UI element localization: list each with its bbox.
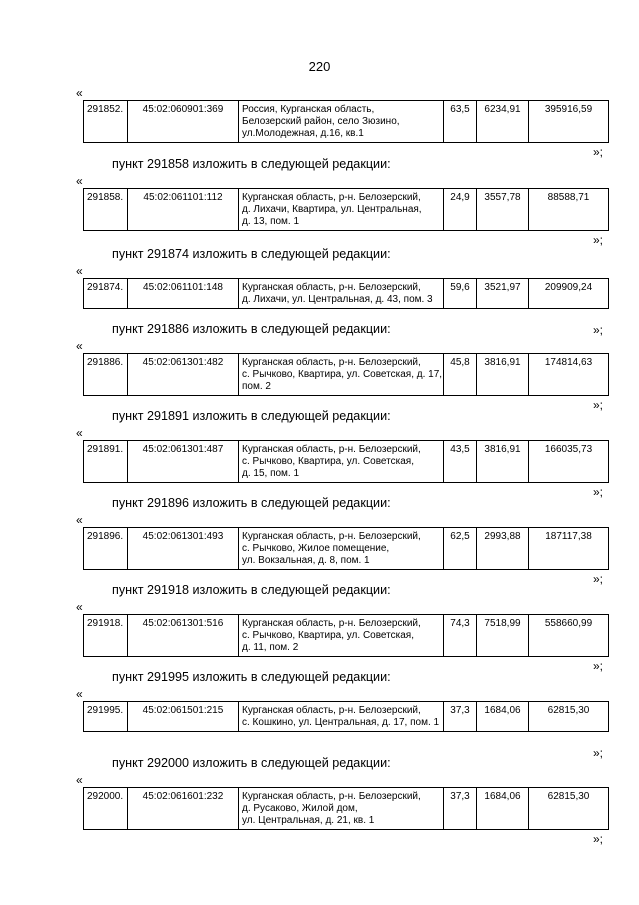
- address-line: Курганская область, р-н. Белозерский,: [242, 357, 421, 368]
- area-cell: 37,3: [444, 702, 477, 732]
- cadastral-number-cell: 45:02:061301:482: [128, 354, 239, 396]
- entry-table: [83, 353, 609, 396]
- value-cell: 558660,99: [529, 615, 609, 657]
- rate-cell: 3816,91: [477, 354, 529, 396]
- value-cell: 62815,30: [529, 702, 609, 732]
- cadastral-number-cell: 45:02:061501:215: [128, 702, 239, 732]
- address-line: д. 13, пом. 1: [242, 216, 300, 227]
- address-line: Курганская область, р-н. Белозерский,: [242, 531, 421, 542]
- item-number-cell: 291852.: [84, 101, 128, 143]
- cadastral-number-cell: 45:02:061101:148: [128, 279, 239, 309]
- closing-quote: »;: [593, 746, 604, 760]
- address-line: с. Рычково, Жилое помещение,: [242, 543, 390, 554]
- opening-quote: «: [76, 513, 83, 527]
- amendment-intro: пункт 291918 изложить в следующей редакции:: [112, 583, 391, 597]
- rate-cell: 3521,97: [477, 279, 529, 309]
- address-line: ул.Молодежная, д.16, кв.1: [242, 128, 364, 139]
- entry-table: [83, 440, 609, 483]
- area-cell: 43,5: [444, 441, 477, 483]
- address-cell: [239, 615, 444, 657]
- cadastral-number-cell: 45:02:061601:232: [128, 788, 239, 830]
- entry-table: [83, 188, 609, 231]
- area-cell: 62,5: [444, 528, 477, 570]
- area-cell: 24,9: [444, 189, 477, 231]
- rate-cell: 6234,91: [477, 101, 529, 143]
- opening-quote: «: [76, 174, 83, 188]
- area-cell: 45,8: [444, 354, 477, 396]
- amendment-intro: пункт 291995 изложить в следующей редакции:: [112, 670, 391, 684]
- rate-cell: 2993,88: [477, 528, 529, 570]
- value-cell: 209909,24: [529, 279, 609, 309]
- entry-table: [83, 787, 609, 830]
- closing-quote: »;: [593, 572, 604, 586]
- item-number-cell: 291918.: [84, 615, 128, 657]
- address-line: с. Кошкино, ул. Центральная, д. 17, пом. 1: [242, 717, 440, 728]
- closing-quote: »;: [593, 233, 604, 247]
- value-cell: 62815,30: [529, 788, 609, 830]
- address-line: Курганская область, р-н. Белозерский,: [242, 282, 421, 293]
- entry-table: [83, 278, 609, 309]
- rate-cell: 7518,99: [477, 615, 529, 657]
- closing-quote: »;: [593, 323, 604, 337]
- table-row: [84, 189, 609, 231]
- opening-quote: «: [76, 773, 83, 787]
- item-number-cell: 291858.: [84, 189, 128, 231]
- item-number-cell: 291874.: [84, 279, 128, 309]
- rate-cell: 1684,06: [477, 788, 529, 830]
- amendment-intro: пункт 291874 изложить в следующей редакции:: [112, 247, 391, 261]
- table-row: [84, 702, 609, 732]
- table-row: [84, 528, 609, 570]
- address-line: ул. Вокзальная, д. 8, пом. 1: [242, 555, 370, 566]
- address-cell: [239, 788, 444, 830]
- cadastral-number-cell: 45:02:061301:493: [128, 528, 239, 570]
- entry-table: [83, 527, 609, 570]
- amendment-intro: пункт 291896 изложить в следующей редакции:: [112, 496, 391, 510]
- address-cell: [239, 189, 444, 231]
- table-row: [84, 788, 609, 830]
- value-cell: 187117,38: [529, 528, 609, 570]
- address-line: д. 11, пом. 2: [242, 642, 299, 653]
- page-number: 220: [308, 59, 331, 74]
- opening-quote: «: [76, 687, 83, 701]
- area-cell: 63,5: [444, 101, 477, 143]
- address-line: пом. 2: [242, 381, 271, 392]
- rate-cell: 3816,91: [477, 441, 529, 483]
- cadastral-number-cell: 45:02:061101:112: [128, 189, 239, 231]
- address-line: Курганская область, р-н. Белозерский,: [242, 192, 421, 203]
- address-line: Россия, Курганская область,: [242, 104, 375, 115]
- address-line: Курганская область, р-н. Белозерский,: [242, 705, 421, 716]
- area-cell: 74,3: [444, 615, 477, 657]
- table-row: [84, 441, 609, 483]
- closing-quote: »;: [593, 398, 604, 412]
- address-line: с. Рычково, Квартира, ул. Советская, д. 17,: [242, 369, 443, 380]
- amendment-intro: пункт 292000 изложить в следующей редакции:: [112, 756, 391, 770]
- closing-quote: »;: [593, 145, 604, 159]
- value-cell: 395916,59: [529, 101, 609, 143]
- closing-quote: »;: [593, 832, 604, 846]
- amendment-intro: пункт 291886 изложить в следующей редакции:: [112, 322, 391, 336]
- item-number-cell: 292000.: [84, 788, 128, 830]
- table-row: [84, 101, 609, 143]
- address-line: Курганская область, р-н. Белозерский,: [242, 791, 421, 802]
- opening-quote: «: [76, 600, 83, 614]
- address-line: с. Рычково, Квартира, ул. Советская,: [242, 456, 414, 467]
- item-number-cell: 291896.: [84, 528, 128, 570]
- address-line: ул. Центральная, д. 21, кв. 1: [242, 815, 375, 826]
- rate-cell: 3557,78: [477, 189, 529, 231]
- opening-quote: «: [76, 264, 83, 278]
- address-cell: [239, 101, 444, 143]
- entry-table: [83, 701, 609, 732]
- area-cell: 37,3: [444, 788, 477, 830]
- item-number-cell: 291995.: [84, 702, 128, 732]
- closing-quote: »;: [593, 485, 604, 499]
- rate-cell: 1684,06: [477, 702, 529, 732]
- table-row: [84, 615, 609, 657]
- opening-quote: «: [76, 86, 83, 100]
- address-line: д. Русаково, Жилой дом,: [242, 803, 358, 814]
- item-number-cell: 291886.: [84, 354, 128, 396]
- value-cell: 88588,71: [529, 189, 609, 231]
- item-number-cell: 291891.: [84, 441, 128, 483]
- cadastral-number-cell: 45:02:061301:516: [128, 615, 239, 657]
- address-line: д. Лихачи, Квартира, ул. Центральная,: [242, 204, 422, 215]
- address-cell: [239, 441, 444, 483]
- table-row: [84, 279, 609, 309]
- address-cell: [239, 528, 444, 570]
- area-cell: 59,6: [444, 279, 477, 309]
- address-cell: [239, 702, 444, 732]
- opening-quote: «: [76, 339, 83, 353]
- address-line: Белозерский район, село Зюзино,: [242, 116, 400, 127]
- closing-quote: »;: [593, 659, 604, 673]
- address-line: д. Лихачи, ул. Центральная, д. 43, пом. 3: [242, 294, 433, 305]
- cadastral-number-cell: 45:02:061301:487: [128, 441, 239, 483]
- table-row: [84, 354, 609, 396]
- amendment-intro: пункт 291891 изложить в следующей редакции:: [112, 409, 391, 423]
- entry-table: [83, 614, 609, 657]
- entry-table: [83, 100, 609, 143]
- value-cell: 166035,73: [529, 441, 609, 483]
- opening-quote: «: [76, 426, 83, 440]
- address-line: с. Рычково, Квартира, ул. Советская,: [242, 630, 414, 641]
- address-cell: [239, 279, 444, 309]
- cadastral-number-cell: 45:02:060901:369: [128, 101, 239, 143]
- address-cell: [239, 354, 444, 396]
- value-cell: 174814,63: [529, 354, 609, 396]
- address-line: Курганская область, р-н. Белозерский,: [242, 444, 421, 455]
- address-line: Курганская область, р-н. Белозерский,: [242, 618, 421, 629]
- amendment-intro: пункт 291858 изложить в следующей редакции:: [112, 157, 391, 171]
- address-line: д. 15, пом. 1: [242, 468, 300, 479]
